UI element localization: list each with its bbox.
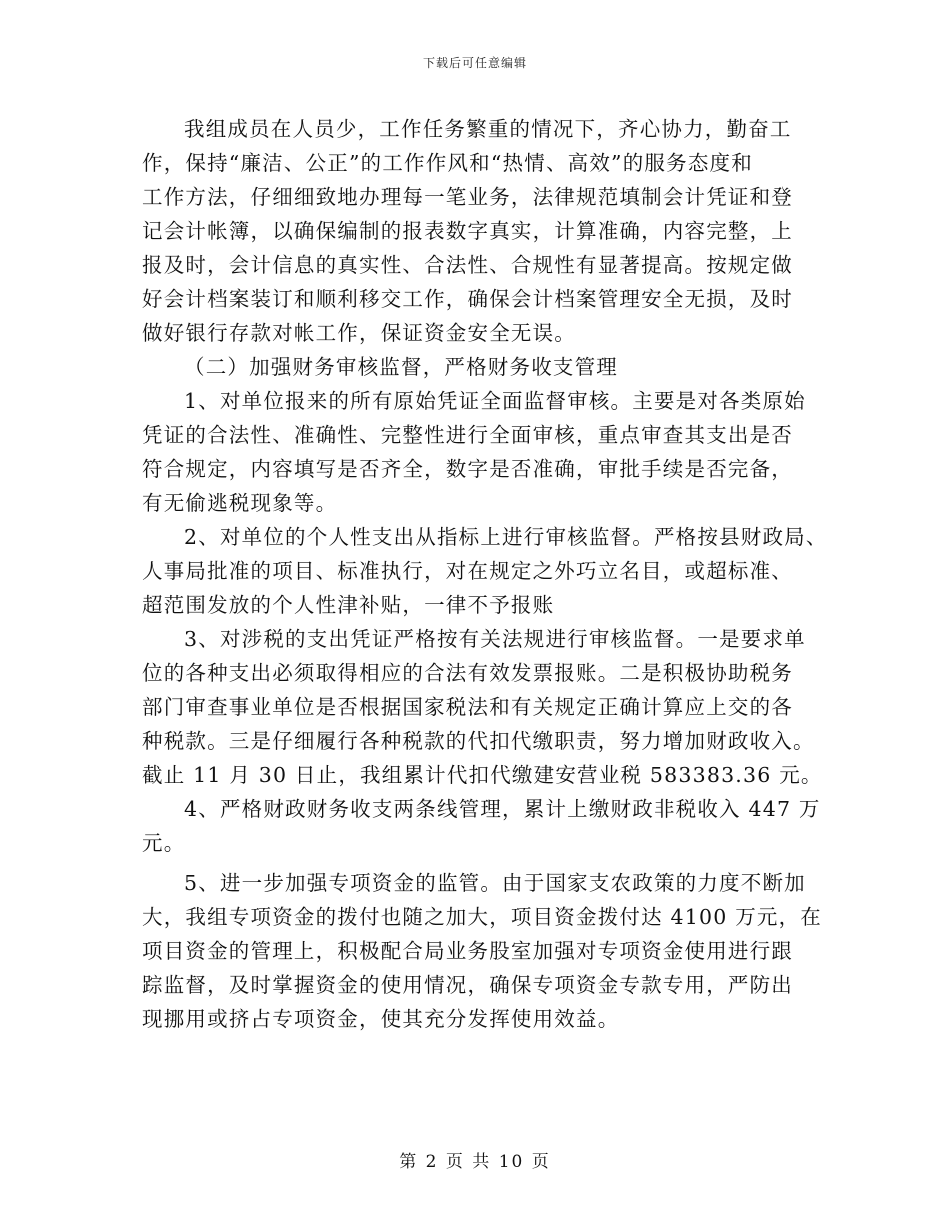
text-line: 截止 11 月 30 日止，我组累计代扣代缴建安营业税 583383.36 元。 (142, 763, 823, 787)
text-line: 元。 (142, 831, 186, 855)
section-heading-audit (142, 350, 810, 384)
paragraph-team-work (142, 112, 810, 350)
text-line: 记会计帐簿，以确保编制的报表数字真实，计算准确，内容完整，上 (142, 219, 793, 243)
text-line: 大，我组专项资金的拨付也随之加大，项目资金拨付达 4100 万元，在 (142, 905, 823, 929)
text-line: 项目资金的管理上，积极配合局业务股室加强对专项资金使用进行跟 (142, 939, 793, 963)
text-line: 3、对涉税的支出凭证严格按有关法规进行审核监督。一是要求单 (184, 627, 806, 651)
section-heading: （二）加强财务审核监督，严格财务收支管理 (184, 355, 618, 379)
text-line: 5、进一步加强专项资金的监管。由于国家支农政策的力度不断加 (184, 871, 806, 895)
paragraph-item-3 (142, 622, 823, 792)
page-number-footer: 第 2 页 共 10 页 (399, 1152, 551, 1172)
text-line: 做好银行存款对帐工作，保证资金安全无误。 (142, 321, 576, 345)
text-line: 种税款。三是仔细履行各种税款的代扣代缴职责，努力增加财政收入。 (142, 729, 815, 753)
text-line: 人事局批准的项目、标准执行，对在规定之外巧立名目，或超标准、 (142, 559, 793, 583)
text-line: 符合规定，内容填写是否齐全，数字是否准确，审批手续是否完备， (142, 457, 793, 481)
text-line: 工作方法，仔细细致地办理每一笔业务，法律规范填制会计凭证和登 (142, 185, 793, 209)
paragraph-item-1 (142, 384, 810, 520)
paragraph-item-5 (142, 866, 823, 1036)
text-line: 1、对单位报来的所有原始凭证全面监督审核。主要是对各类原始 (184, 389, 806, 413)
text-line: 位的各种支出必须取得相应的合法有效发票报账。二是积极协助税务 (142, 661, 793, 685)
text-line: 凭证的合法性、准确性、完整性进行全面审核，重点审查其支出是否 (142, 423, 793, 447)
text-line: 踪监督，及时掌握资金的使用情况，确保专项资金专款专用，严防出 (142, 973, 793, 997)
page-header: 下载后可任意编辑 (422, 56, 527, 70)
text-line: 报及时，会计信息的真实性、合法性、合规性有显著提高。按规定做 (142, 253, 793, 277)
text-line: 2、对单位的个人性支出从指标上进行审核监督。严格按县财政局、 (184, 525, 828, 549)
document-body (142, 112, 828, 1036)
text-line: 好会计档案装订和顺利移交工作，确保会计档案管理安全无损，及时 (142, 287, 793, 311)
paragraph-item-2 (142, 520, 828, 622)
text-line: 作，保持“廉洁、公正”的工作作风和“热情、高效”的服务态度和 (142, 151, 753, 175)
text-line: 现挪用或挤占专项资金，使其充分发挥使用效益。 (142, 1007, 620, 1031)
paragraph-item-4 (142, 792, 821, 866)
text-line: 部门审查事业单位是否根据国家税法和有关规定正确计算应上交的各 (142, 695, 793, 719)
text-line: 超范围发放的个人性津补贴，一律不予报账 (142, 593, 555, 617)
text-line: 我组成员在人员少，工作任务繁重的情况下，齐心协力，勤奋工 (184, 117, 792, 141)
text-line: 有无偷逃税现象等。 (142, 491, 338, 515)
text-line: 4、严格财政财务收支两条线管理，累计上缴财政非税收入 447 万 (184, 797, 821, 821)
